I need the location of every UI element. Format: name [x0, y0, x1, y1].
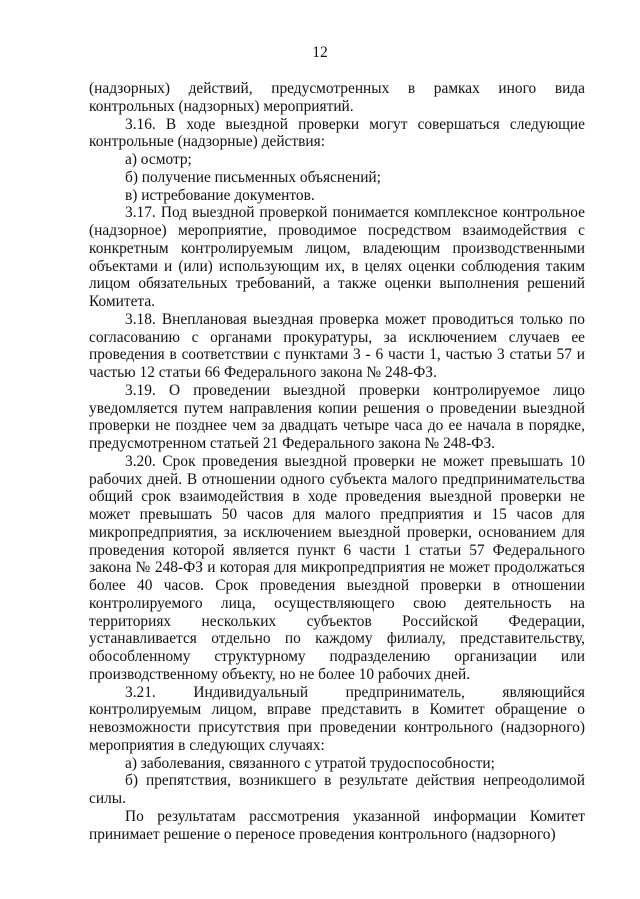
- list-item: а) осмотр;: [125, 151, 192, 168]
- paragraph-3-20: 3.20. Срок проведения выездной проверки не может превышать 10 рабочих дней. В отношении одного субъекта малого предпринимательства общий срок взаимодействия в ходе проведения выездной проверки не может превышать 50 часов для малого предприятия и 15 часов для микропредприятия, за исключением выездной проверки, основанием для проведения которой является пункт 6 части 1 статьи 57 Федерального закона № 248-ФЗ и которая для микропредприятия не может продолжаться более 40 часов. Срок проведения выездной проверки в отношении контролируемого лица, осуществляющего свою деятельность на территориях нескольких субъектов Российской Федерации, устанавливается отдельно по каждому филиалу, представительству, обособленному структурному подразделению организации или производственному объекту, но не более 10 рабочих дней.: [89, 452, 585, 683]
- paragraph-3-21: 3.21. Индивидуальный предприниматель, являющийся контролируемым лицом, вправе представить в Комитет обращение о невозможности присутствия при проведении контрольного (надзорного) мероприятия в следующих случаях:: [89, 683, 585, 754]
- paragraph-3-16: 3.16. В ходе выездной проверки могут совершаться следующие контрольные (надзорные) действия:: [89, 115, 585, 151]
- list-item: в) истребование документов.: [125, 186, 315, 204]
- paragraph-3-19: 3.19. О проведении выездной проверки контролируемое лицо уведомляется путем направления копии решения о проведении выездной проверки не позднее чем за двадцать четыре часа до ее начала в порядке, предусмотренном статьей 21 Федерального закона № 248-ФЗ.: [89, 381, 585, 452]
- list-item: б) препятствия, возникшего в результате действия непреодолимой силы.: [89, 772, 585, 807]
- document-body: [89, 80, 585, 843]
- paragraph-3-17: 3.17. Под выездной проверкой понимается комплексное контрольное (надзорное) мероприятие, проводимое посредством взаимодействия с конкретным контролируемым лицом, владеющим производственными объектами и (или) использующим их, в целях оценки соблюдения таким лицом обязательных требований, а также оценки выполнения решений Комитета.: [89, 204, 585, 310]
- paragraph-3-18: 3.18. Внеплановая выездная проверка может проводиться только по согласованию с органами прокуратуры, за исключением случаев ее проведения в соответствии с пунктами 3 - 6 части 1, частью 3 статьи 57 и частью 12 статьи 66 Федерального закона № 248-ФЗ.: [89, 310, 585, 381]
- list-item: а) заболевания, связанного с утратой трудоспособности;: [125, 754, 495, 772]
- paragraph-results: По результатам рассмотрения указанной информации Комитет принимает решение о переносе проведения контрольного (надзорного): [89, 807, 585, 843]
- list-item: б) получение письменных объяснений;: [125, 168, 381, 186]
- continuation-paragraph: (надзорных) действий, предусмотренных в рамках иного вида контрольных (надзорных) мероприятий.: [89, 80, 585, 115]
- page-number: 12: [312, 44, 328, 61]
